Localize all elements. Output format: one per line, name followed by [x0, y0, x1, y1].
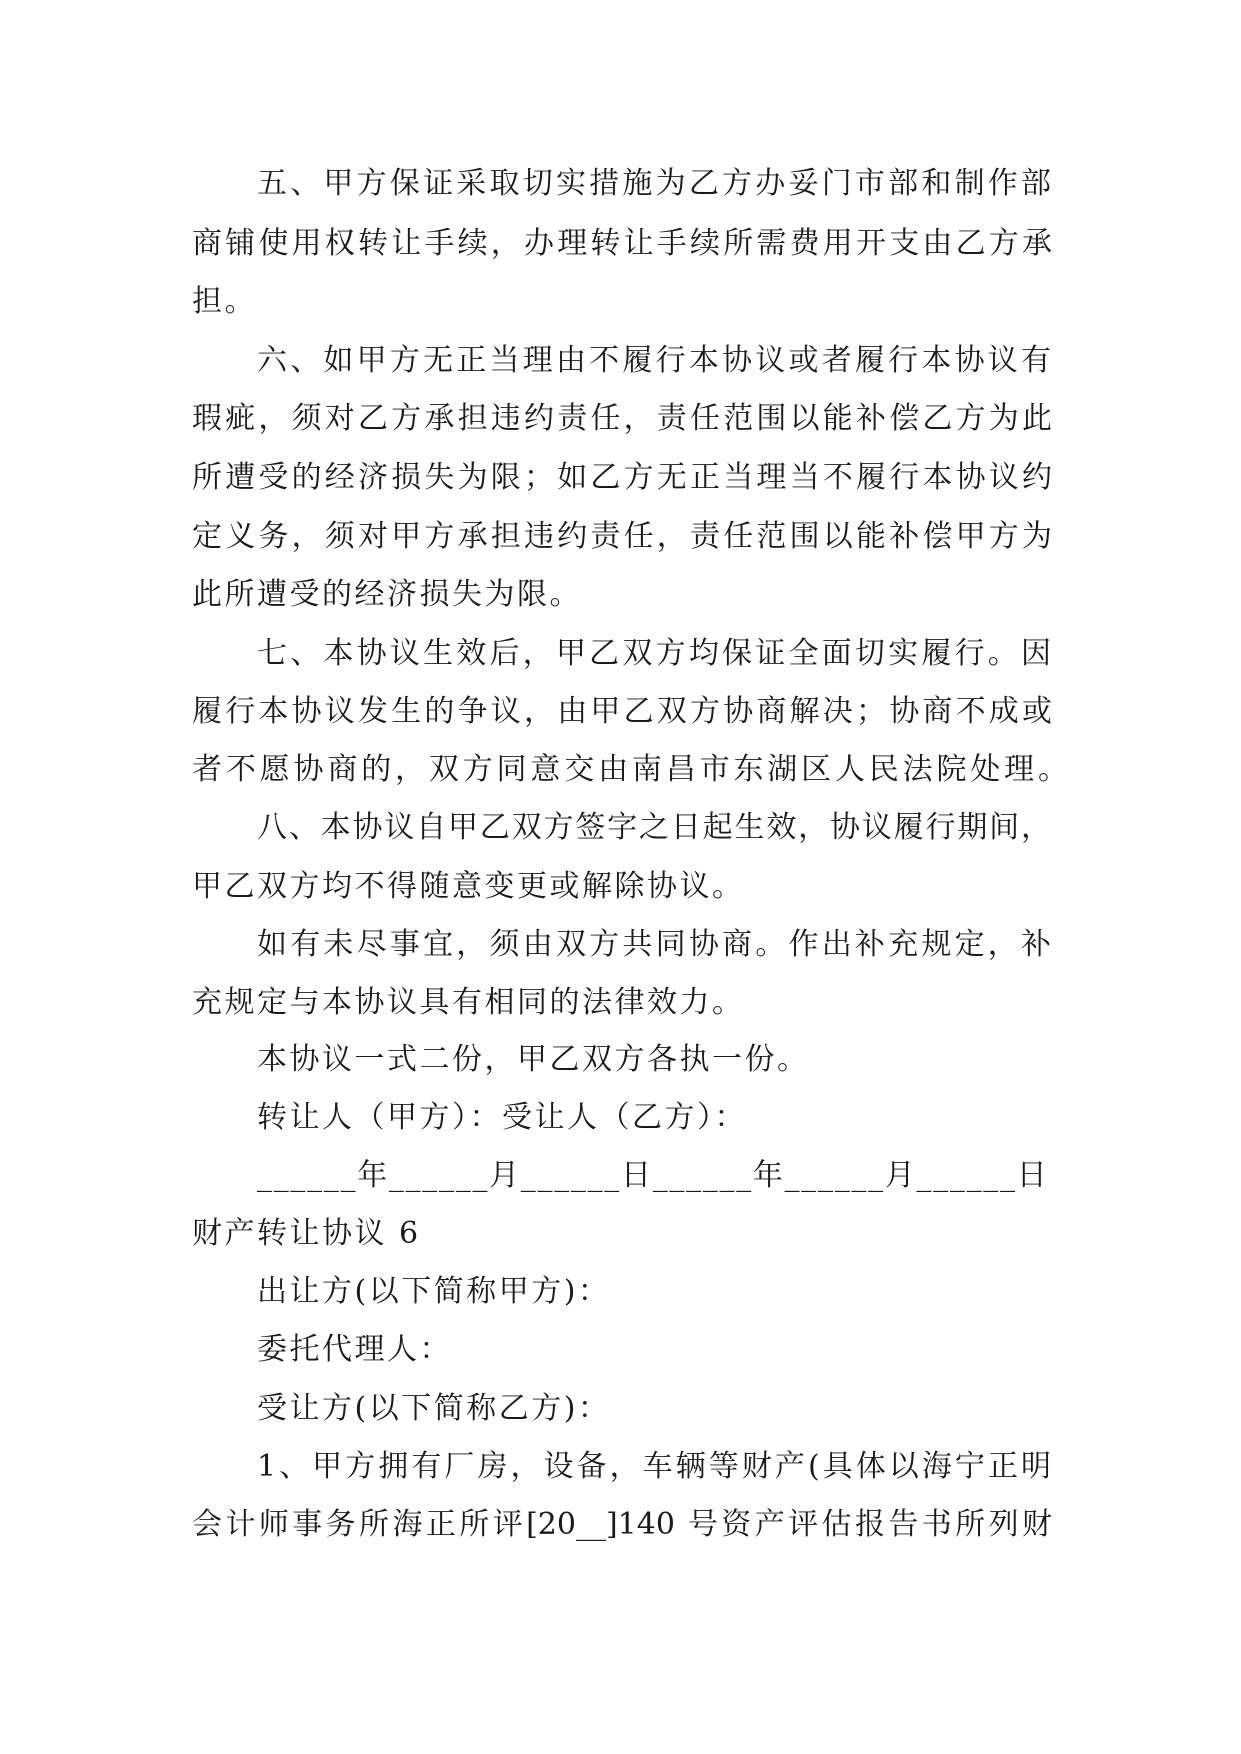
clause-5-line: 五、甲方保证采取切实措施为乙方办妥门市部和制作部 [257, 166, 1051, 201]
clause-1-line: 1、甲方拥有厂房，设备，车辆等财产(具体以海宁正明 [257, 1449, 1051, 1484]
transferee-field: 受让方(以下简称乙方)： [257, 1391, 611, 1426]
copies-statement: 本协议一式二份，甲乙双方各执一份。 [257, 1042, 810, 1077]
supplementary-line: 充规定与本协议具有相同的法律效力。 [192, 985, 745, 1020]
clause-7-line: 者不愿协商的，双方同意交由南昌市东湖区人民法院处理。 [192, 752, 1068, 787]
clause-5-line: 商铺使用权转让手续，办理转让手续所需费用开支由乙方承 [192, 226, 1052, 261]
agreement-title: 财产转让协议 6 [192, 1216, 421, 1251]
clause-7-line: 履行本协议发生的争议，由甲乙双方协商解决；协商不成或 [192, 694, 1052, 729]
supplementary-line: 如有未尽事宜，须由双方共同协商。作出补充规定，补 [257, 927, 1051, 962]
transferor-field: 出让方(以下简称甲方)： [257, 1274, 611, 1309]
clause-6-line: 六、如甲方无正当理由不履行本协议或者履行本协议有 [257, 343, 1051, 378]
agent-field: 委托代理人： [257, 1332, 452, 1367]
clause-6-line: 瑕疵，须对乙方承担违约责任，责任范围以能补偿乙方为此 [192, 401, 1052, 436]
clause-7-line: 七、本协议生效后，甲乙双方均保证全面切实履行。因 [257, 636, 1051, 671]
clause-1-line: 会计师事务所海正所评[20__]140 号资产评估报告书所列财 [192, 1507, 1052, 1542]
clause-8-line: 甲乙双方均不得随意变更或解除协议。 [192, 869, 745, 904]
clause-6-line: 定义务，须对甲方承担违约责任，责任范围以能补偿甲方为 [192, 519, 1052, 554]
clause-5-line: 担。 [192, 284, 257, 319]
clause-6-line: 所遭受的经济损失为限；如乙方无正当理当不履行本协议约 [192, 460, 1052, 495]
clause-6-line: 此所遭受的经济损失为限。 [192, 577, 582, 612]
signature-parties: 转让人（甲方）：受让人（乙方）： [257, 1100, 747, 1135]
clause-8-line: 八、本协议自甲乙双方签字之日起生效，协议履行期间， [257, 810, 1051, 845]
signature-date-line: ______年______月______日______年______月______日 [257, 1158, 1049, 1193]
